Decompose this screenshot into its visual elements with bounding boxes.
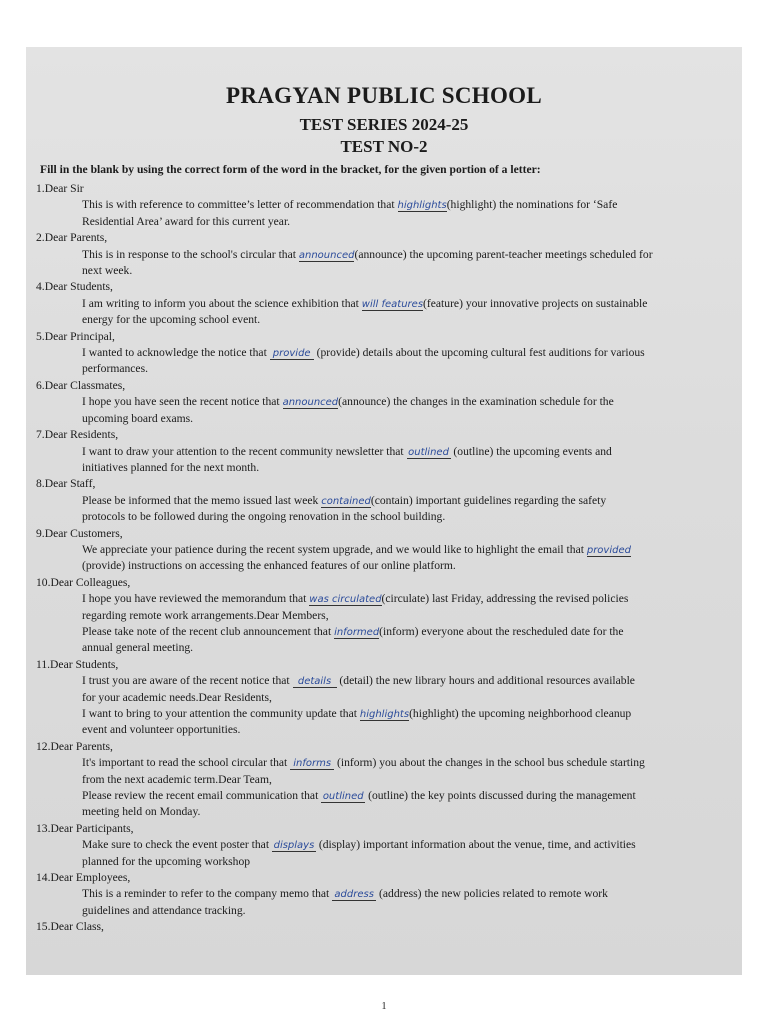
sentence-text: I trust you are aware of the recent notice that <box>82 674 293 688</box>
letter-paragraph <box>26 591 742 624</box>
handwritten-answer: contained <box>321 495 371 507</box>
sentence-continuation: protocols to be followed during the ongoing renovation in the school building. <box>82 510 446 524</box>
question-item <box>26 181 742 230</box>
sentence-text: (contain) important guidelines regarding the safety <box>370 493 607 507</box>
sentence-text: (outline) the upcoming events and <box>450 444 612 458</box>
sentence-continuation: energy for the upcoming school event. <box>82 313 261 327</box>
sentence-text: (highlight) the nominations for ‘Safe <box>446 198 618 212</box>
question-item <box>26 230 742 279</box>
sentence-text: (circulate) last Friday, addressing the revised policies <box>381 592 629 606</box>
letter-salutation: 1.Dear Sir <box>36 182 84 195</box>
handwritten-answer: announced <box>298 249 355 261</box>
sentence-text: (outline) the key points discussed during the management <box>365 789 636 803</box>
question-item <box>26 329 742 378</box>
question-item <box>26 476 742 525</box>
sentence-continuation: (provide) instructions on accessing the enhanced features of our online platform. <box>82 559 456 573</box>
school-name: PRAGYAN PUBLIC SCHOOL <box>226 83 542 108</box>
letter-paragraph <box>26 394 742 427</box>
sentence-continuation: meeting held on Monday. <box>82 805 201 819</box>
sentence-continuation: planned for the upcoming workshop <box>82 854 251 868</box>
letter-salutation: 15.Dear Class, <box>36 920 104 934</box>
handwritten-answer: informed <box>334 626 380 638</box>
sentence-text: (inform) you about the changes in the school bus schedule starting <box>334 756 645 770</box>
sentence-text: I want to draw your attention to the recent community newsletter that <box>82 444 407 458</box>
sentence-continuation: initiatives planned for the next month. <box>82 460 260 474</box>
sentence-text: (announce) the upcoming parent-teacher meetings scheduled for <box>354 247 653 261</box>
letter-paragraph <box>26 673 742 706</box>
sentence-continuation: regarding remote work arrangements.Dear Members, <box>82 608 329 622</box>
handwritten-answer: address <box>332 889 376 901</box>
page-number: 1 <box>381 1001 387 1012</box>
handwritten-answer: outlined <box>408 446 449 458</box>
worksheet-page <box>26 47 742 975</box>
letter-salutation: 10.Dear Colleagues, <box>36 575 131 589</box>
sentence-text: (feature) your innovative projects on sustainable <box>423 296 648 310</box>
sentence-continuation: annual general meeting. <box>82 641 194 655</box>
handwritten-answer: highlights <box>397 200 447 212</box>
handwritten-answer: displays <box>273 840 315 852</box>
sentence-text: (inform) everyone about the rescheduled date for the <box>379 624 624 638</box>
handwritten-answer: provide <box>270 348 314 360</box>
sentence-continuation: from the next academic term.Dear Team, <box>82 772 272 786</box>
question-item <box>26 378 742 427</box>
letter-salutation: 8.Dear Staff, <box>36 477 96 491</box>
letter-paragraph <box>26 837 742 870</box>
sentence-continuation: performances. <box>82 362 148 376</box>
question-item <box>26 526 742 575</box>
instruction-text: Fill in the blank by using the correct form of the word in the bracket, for the given portion of a letter: <box>40 163 541 176</box>
letter-paragraph <box>26 493 742 526</box>
test-series-title: TEST SERIES 2024-25 <box>299 115 469 134</box>
sentence-continuation: for your academic needs.Dear Residents, <box>82 690 272 704</box>
sentence-text: (address) the new policies related to remote work <box>376 887 608 901</box>
letter-salutation: 14.Dear Employees, <box>36 871 131 885</box>
sentence-text: This is with reference to committee’s letter of recommendation that <box>82 198 398 212</box>
sentence-text: It's important to read the school circular that <box>82 756 291 770</box>
letter-paragraph <box>26 444 742 477</box>
sentence-continuation: guidelines and attendance tracking. <box>82 903 246 917</box>
handwritten-answer: details <box>293 676 337 688</box>
test-number: TEST NO-2 <box>340 137 428 156</box>
handwritten-answer: was circulated <box>309 594 382 606</box>
letter-salutation: 2.Dear Parents, <box>36 231 108 245</box>
letter-salutation: 5.Dear Principal, <box>36 329 115 343</box>
sentence-text: We appreciate your patience during the recent system upgrade, and we would like to highlight the email that <box>82 542 587 556</box>
letter-paragraph <box>26 247 742 280</box>
letter-paragraph <box>26 296 742 329</box>
letter-paragraph <box>26 886 742 919</box>
handwritten-answer: provided <box>586 544 631 556</box>
handwritten-answer: outlined <box>322 791 364 803</box>
question-item <box>26 279 742 328</box>
letter-paragraph <box>26 755 742 788</box>
sentence-text: (detail) the new library hours and additional resources available <box>336 674 635 688</box>
question-item <box>26 870 742 919</box>
question-item <box>26 575 742 657</box>
sentence-text: This is in response to the school's circular that <box>82 247 299 261</box>
sentence-text: (announce) the changes in the examination schedule for the <box>338 395 614 409</box>
sentence-text: I want to bring to your attention the community update that <box>82 707 360 720</box>
sentence-text: I hope you have reviewed the memorandum that <box>82 592 310 606</box>
letter-salutation: 12.Dear Parents, <box>36 739 113 753</box>
sentence-text: Please review the recent email communication that <box>82 789 322 803</box>
sentence-continuation: upcoming board exams. <box>82 411 194 425</box>
handwritten-answer: will features <box>361 298 424 310</box>
letter-salutation: 4.Dear Students, <box>36 280 113 294</box>
handwritten-answer: informs <box>290 758 334 770</box>
sentence-text: I hope you have seen the recent notice that <box>82 395 283 409</box>
sentence-text: I am writing to inform you about the science exhibition that <box>82 296 362 310</box>
sentence-continuation: Residential Area’ award for this current year. <box>82 214 291 228</box>
sentence-text: Please be informed that the memo issued last week <box>82 493 322 507</box>
sentence-text: (display) important information about the venue, time, and activities <box>315 838 636 852</box>
question-item <box>26 657 742 739</box>
handwritten-answer: announced <box>282 397 339 409</box>
sentence-continuation: event and volunteer opportunities. <box>82 723 241 737</box>
sentence-continuation: next week. <box>82 264 133 278</box>
sentence-text: This is a reminder to refer to the company memo that <box>82 887 333 901</box>
letter-paragraph <box>26 788 742 821</box>
question-item <box>26 427 742 476</box>
sentence-text: (provide) details about the upcoming cultural fest auditions for various <box>313 346 645 360</box>
letter-salutation: 9.Dear Customers, <box>36 526 123 540</box>
letter-paragraph <box>26 624 742 657</box>
letter-paragraph <box>26 542 742 575</box>
letter-salutation: 13.Dear Participants, <box>36 821 134 835</box>
letter-salutation: 11.Dear Students, <box>36 657 119 671</box>
question-list <box>26 181 742 936</box>
sentence-text: I wanted to acknowledge the notice that <box>82 346 270 360</box>
letter-paragraph <box>26 706 742 739</box>
question-item <box>26 919 742 935</box>
question-item <box>26 739 742 821</box>
question-item <box>26 821 742 870</box>
sentence-text: Make sure to check the event poster that <box>82 838 272 852</box>
letter-salutation: 6.Dear Classmates, <box>36 378 126 392</box>
letter-salutation: 7.Dear Residents, <box>36 428 119 442</box>
sentence-text: Please take note of the recent club announcement that <box>82 624 335 638</box>
sentence-text: (highlight) the upcoming neighborhood cleanup <box>409 707 632 720</box>
letter-paragraph <box>26 345 742 378</box>
letter-paragraph <box>26 197 742 230</box>
handwritten-answer: highlights <box>359 709 410 720</box>
